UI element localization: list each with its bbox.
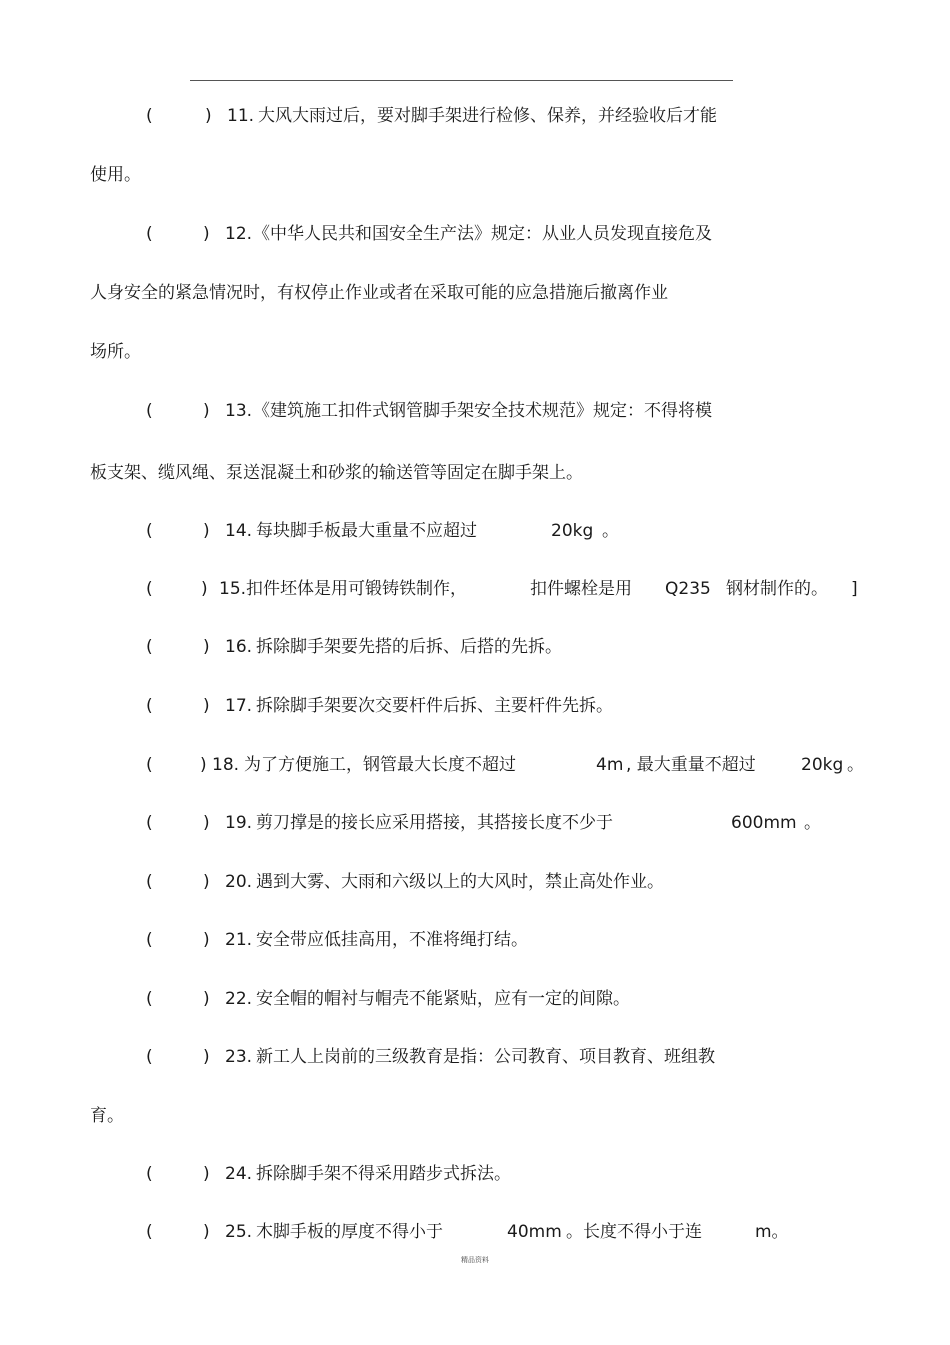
question-text: 大风大雨过后，要对脚手架进行检修、保养，并经验收后才能 — [258, 106, 717, 126]
stray-bracket: ] — [851, 579, 858, 599]
question-text-cont: 人身安全的紧急情况时，有权停止作业或者在采取可能的应急措施后撤离作业 — [90, 283, 668, 303]
answer-paren-close: ) — [203, 872, 210, 892]
answer-paren-close: ) — [203, 637, 210, 657]
question-text-cont: 使用。 — [90, 165, 141, 185]
question-text: 剪刀撑是的接长应采用搭接，其搭接长度不少于 — [256, 813, 613, 833]
question-text: 《建筑施工扣件式钢管脚手架安全技术规范》规定：不得将模 — [253, 401, 712, 421]
question-text: 。长度不得小于连 — [566, 1222, 702, 1242]
question-text: 遇到大雾、大雨和六级以上的大风时，禁止高处作业。 — [256, 872, 664, 892]
question-number: 17. — [225, 696, 253, 716]
question-number: 23. — [225, 1047, 253, 1067]
answer-paren-open: ( — [146, 637, 153, 657]
question-text: 扣件螺栓是用 — [530, 579, 632, 599]
answer-paren-open: ( — [146, 930, 153, 950]
question-number: 15. — [219, 579, 247, 599]
question-text: 扣件坯体是用可锻铸铁制作， — [246, 579, 467, 599]
answer-paren-open: ( — [146, 579, 153, 599]
answer-paren-open: ( — [146, 872, 153, 892]
answer-paren-open: ( — [146, 1047, 153, 1067]
question-value: 600mm — [731, 813, 797, 833]
question-number: 14. — [225, 521, 253, 541]
answer-paren-open: ( — [146, 813, 153, 833]
question-text: 拆除脚手架不得采用踏步式拆法。 — [256, 1164, 511, 1184]
answer-paren-close: ) — [203, 696, 210, 716]
answer-paren-close: ) — [203, 930, 210, 950]
question-text: 安全帽的帽衬与帽壳不能紧贴，应有一定的间隙。 — [256, 989, 630, 1009]
answer-paren-close: ) — [201, 579, 208, 599]
question-text: 安全带应低挂高用，不准将绳打结。 — [256, 930, 528, 950]
question-text-end: 。 — [847, 755, 864, 775]
answer-paren-open: ( — [146, 989, 153, 1009]
question-number: 13. — [225, 401, 253, 421]
question-value: 40mm — [507, 1222, 562, 1242]
answer-paren-open: ( — [146, 106, 153, 126]
question-number: 25. — [225, 1222, 253, 1242]
answer-paren-close: ) — [205, 106, 212, 126]
question-number: 20. — [225, 872, 253, 892]
question-text-end: 。 — [804, 813, 821, 833]
answer-paren-open: ( — [146, 1222, 153, 1242]
header-rule — [190, 80, 733, 81]
answer-paren-open: ( — [146, 755, 153, 775]
question-number: 19. — [225, 813, 253, 833]
answer-paren-close: ) — [203, 1164, 210, 1184]
question-text: 《中华人民共和国安全生产法》规定：从业人员发现直接危及 — [253, 224, 712, 244]
question-number: 24. — [225, 1164, 253, 1184]
answer-paren-close: ) — [203, 224, 210, 244]
question-number: 22. — [225, 989, 253, 1009]
question-number: 12. — [225, 224, 253, 244]
question-text-cont: 育。 — [90, 1106, 124, 1126]
question-number: 11. — [227, 106, 255, 126]
answer-paren-open: ( — [146, 224, 153, 244]
question-text: 每块脚手板最大重量不应超过 — [256, 521, 477, 541]
question-text: 拆除脚手架要先搭的后拆、后搭的先拆。 — [256, 637, 562, 657]
answer-paren-open: ( — [146, 696, 153, 716]
footer-note: 精品资料 — [461, 1256, 489, 1264]
question-text: 木脚手板的厚度不得小于 — [256, 1222, 443, 1242]
question-text: 为了方便施工，钢管最大长度不超过 — [244, 755, 516, 775]
question-text-cont: 板支架、缆风绳、泵送混凝土和砂浆的输送管等固定在脚手架上。 — [90, 463, 583, 483]
question-number: 16. — [225, 637, 253, 657]
question-text-end: 钢材制作的。 — [726, 579, 828, 599]
answer-paren-close: ) — [203, 401, 210, 421]
answer-paren-open: ( — [146, 521, 153, 541]
question-value: 20kg — [801, 755, 844, 775]
question-value: 20kg — [551, 521, 594, 541]
question-text-cont: 场所。 — [90, 342, 141, 362]
question-value: Q235 — [665, 579, 711, 599]
question-number: 21. — [225, 930, 253, 950]
answer-paren-open: ( — [146, 1164, 153, 1184]
question-number: 18. — [212, 755, 240, 775]
question-value: 4m — [596, 755, 624, 775]
question-text-end: 。 — [602, 521, 619, 541]
answer-paren-close: ) — [203, 1222, 210, 1242]
answer-paren-close: ) — [200, 755, 207, 775]
answer-paren-open: ( — [146, 401, 153, 421]
question-text-end: m。 — [755, 1222, 789, 1242]
question-text: 新工人上岗前的三级教育是指：公司教育、项目教育、班组教 — [256, 1047, 715, 1067]
question-text: 拆除脚手架要次交要杆件后拆、主要杆件先拆。 — [256, 696, 613, 716]
answer-paren-close: ) — [203, 989, 210, 1009]
question-text: , 最大重量不超过 — [626, 755, 756, 775]
answer-paren-close: ) — [203, 813, 210, 833]
answer-paren-close: ) — [203, 521, 210, 541]
answer-paren-close: ) — [203, 1047, 210, 1067]
